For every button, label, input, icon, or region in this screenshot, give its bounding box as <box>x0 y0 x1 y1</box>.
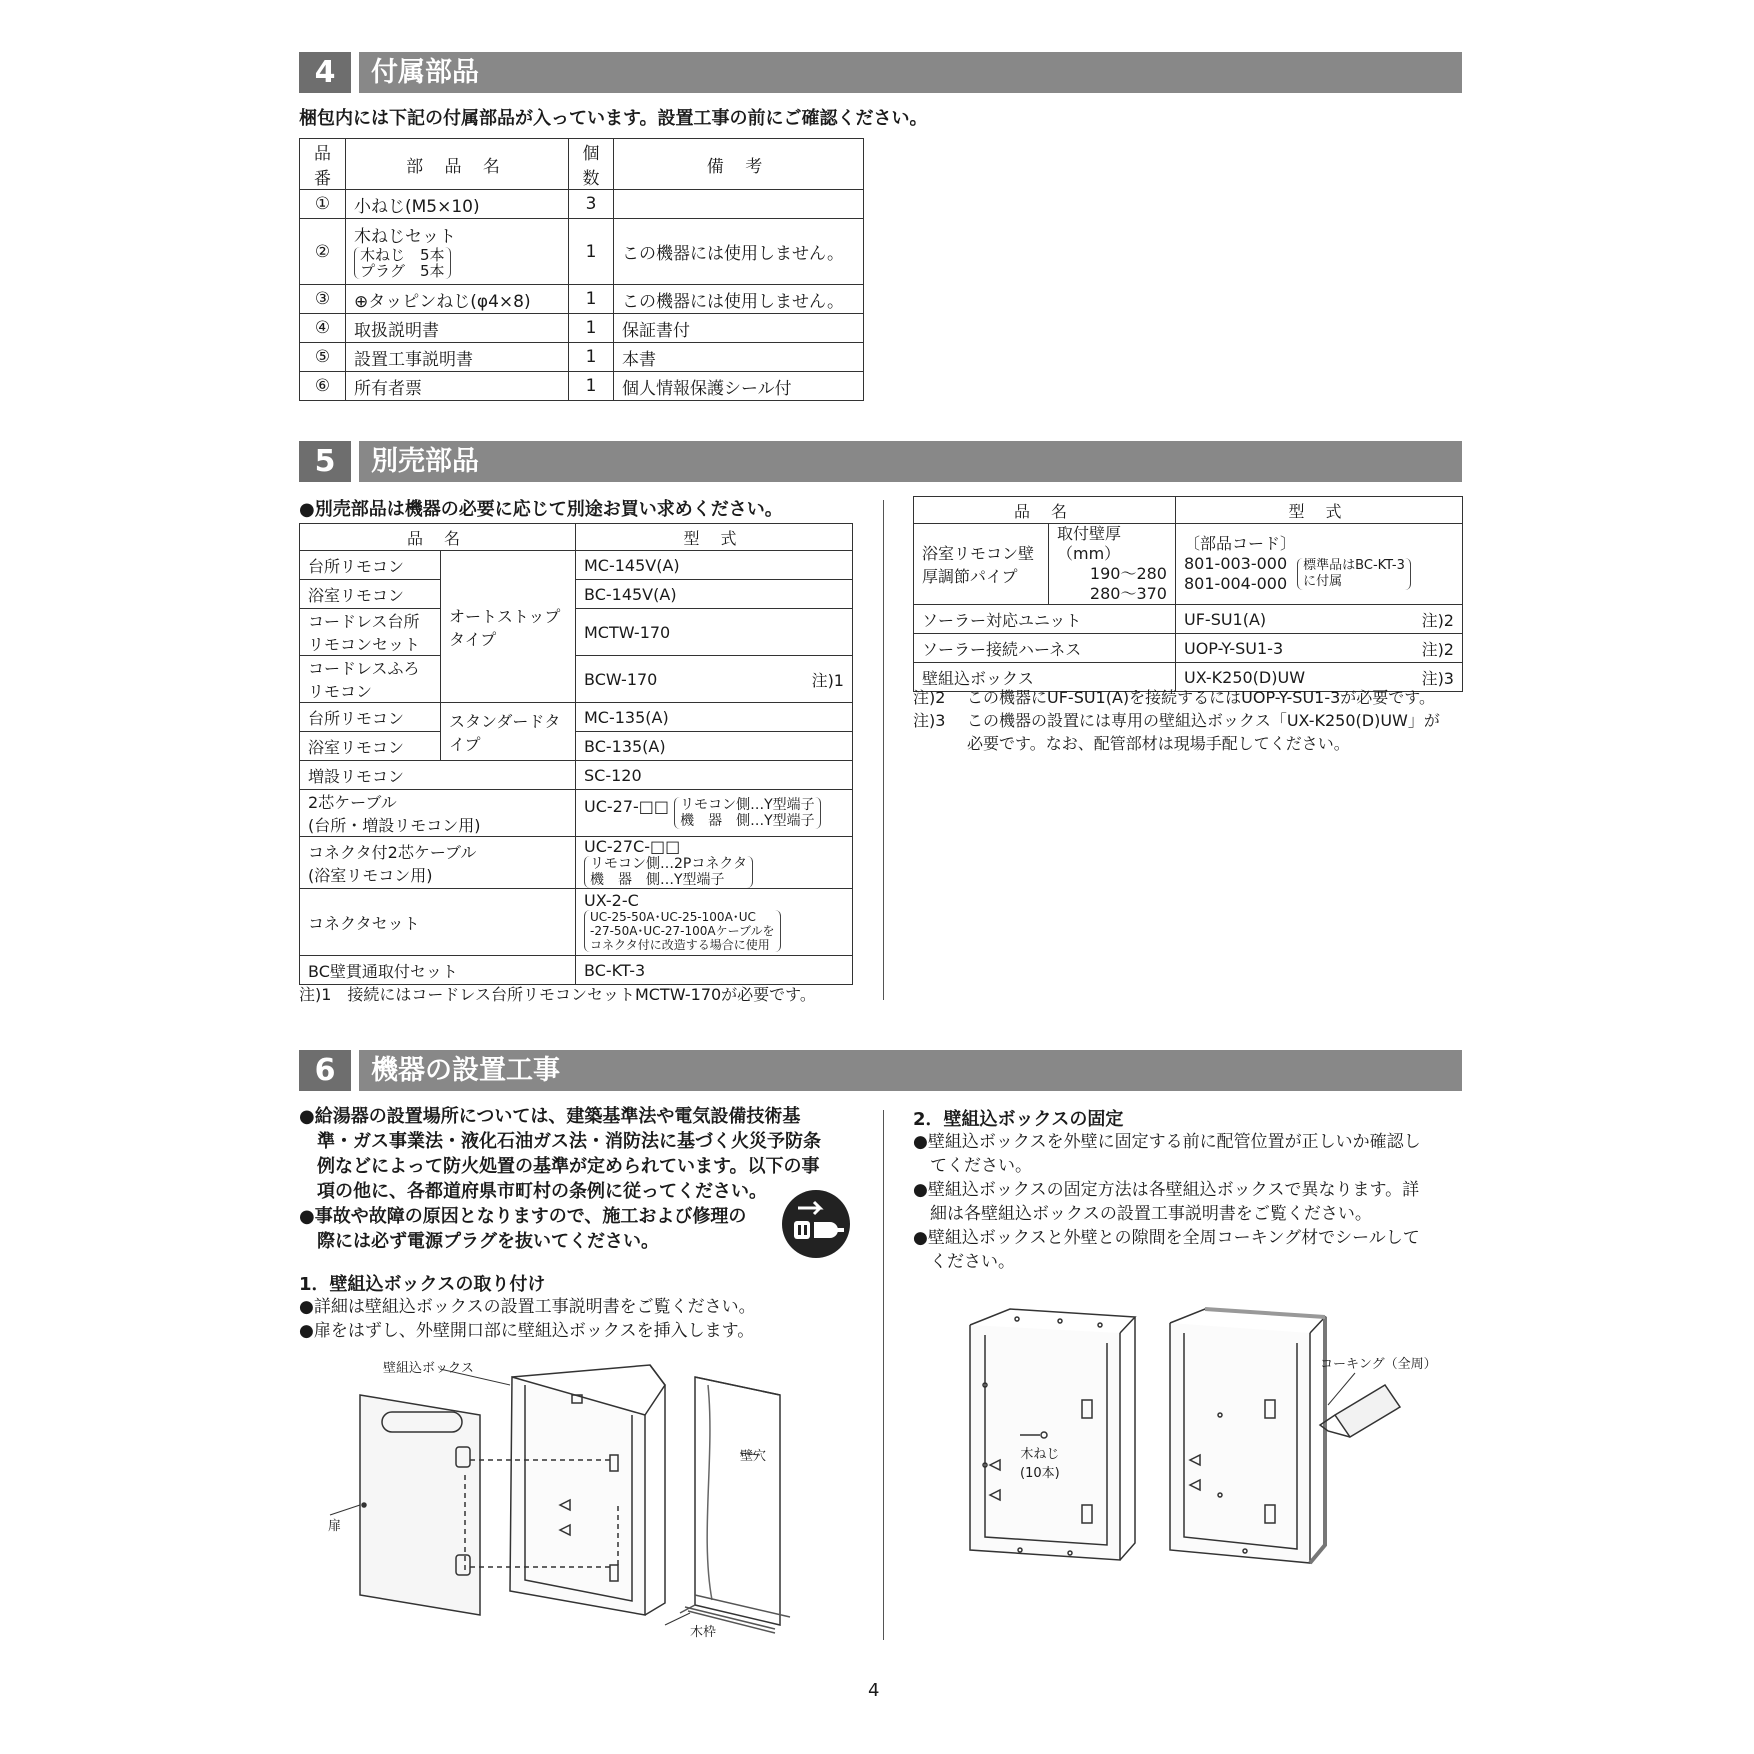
col-header: 部 品 名 <box>346 139 569 190</box>
door-label: 扉 <box>328 1519 342 1534</box>
section-6-header <box>299 1050 1462 1091</box>
box-fixing-diagram <box>960 1305 1450 1585</box>
page-number: 4 <box>868 1680 880 1701</box>
table-row: ④ 取扱説明書 1 保証書付 <box>300 314 864 343</box>
section-5-intro: ●別売部品は機器の必要に応じて別途お買い求めください。 <box>299 499 783 520</box>
table-row: ⑤ 設置工事説明書 1 本書 <box>300 343 864 372</box>
table-row: 浴室リモコン BC-145V(A) <box>300 580 853 609</box>
box-label: 壁組込ボックス <box>383 1361 474 1376</box>
column-divider <box>883 1110 884 1640</box>
table-row: 浴室リモコン壁厚調節パイプ 取付壁厚（mm） 190～280 280～370 〔部品コード〕 801-003-000 801-004-000 標準品はBC-KT-3 に付属 <box>914 524 1463 605</box>
table-row: ③ ⊕タッピンねじ(φ4×8) 1 この機器には使用しません。 <box>300 285 864 314</box>
section-4-intro: 梱包内には下記の付属部品が入っています。設置工事の前にご確認ください。 <box>299 108 928 129</box>
table-row: ① 小ねじ(M5×10) 3 <box>300 190 864 219</box>
table-row: 増設リモコン SC-120 <box>300 761 853 790</box>
table-row: 台所リモコン スタンダードタイプ MC-135(A) <box>300 703 853 732</box>
col-header: 品番 <box>300 139 346 190</box>
box-insertion-diagram <box>320 1355 820 1640</box>
accessory-parts-table <box>299 138 864 401</box>
table-row: 2芯ケーブル (台所・増設リモコン用) UC-27-□□ リモコン側…Y型端子 機 器 側…Y型端子 <box>300 790 853 837</box>
table-row: ソーラー対応ユニット UF-SU1(A) 注)2 <box>914 605 1463 634</box>
table-row: 壁組込ボックス UX-K250(D)UW 注)3 <box>914 663 1463 692</box>
unplug-warning-icon <box>780 1188 852 1260</box>
col-header: 品 名 <box>914 497 1176 524</box>
optional-parts-table <box>299 523 853 985</box>
col-header: 型 式 <box>576 524 853 551</box>
section-number: 4 <box>299 52 351 93</box>
footnotes-2-3: 注)2 この機器にUF-SU1(A)を接続するにはUOP-Y-SU1-3が必要です。 注)3 この機器の設置には専用の壁組込ボックス「UX-K250(D)UW」が 必要です。なお、配管部材は現場手配してください。 <box>913 688 1440 753</box>
frame-label: 木枠 <box>690 1625 717 1640</box>
col-header: 型 式 <box>1176 497 1463 524</box>
table-row: コネクタ付2芯ケーブル (浴室リモコン用) UC-27C-□□ リモコン側…2Pコネクタ 機 器 側…Y型端子 <box>300 837 853 889</box>
table-row: コネクタセット UX-2-C UC-25-50A･UC-25-100A･UC -27-50A･UC-27-100Aケーブルを コネクタ付に改造する場合に使用 <box>300 889 853 956</box>
table-row: 台所リモコン オートストップタイプ MC-145V(A) <box>300 551 853 580</box>
table-row: コードレス台所リモコンセット MCTW-170 <box>300 609 853 656</box>
section-number: 5 <box>299 441 351 482</box>
column-divider <box>883 500 884 1000</box>
section-title: 機器の設置工事 <box>371 1055 560 1086</box>
section-4-header <box>299 52 1462 93</box>
table-row: 浴室リモコン BC-135(A) <box>300 732 853 761</box>
table-row: BC壁貫通取付セット BC-KT-3 <box>300 956 853 985</box>
col-header: 品 名 <box>300 524 576 551</box>
optional-parts-table-right <box>913 496 1463 692</box>
table-row: ⑥ 所有者票 1 個人情報保護シール付 <box>300 372 864 401</box>
section-title: 付属部品 <box>371 57 479 88</box>
section-5-header <box>299 441 1462 482</box>
section-number: 6 <box>299 1050 351 1091</box>
col-header: 個数 <box>569 139 614 190</box>
footnote-1: 注)1 接続にはコードレス台所リモコンセットMCTW-170が必要です。 <box>299 985 816 1004</box>
step-1-title: 1．壁組込ボックスの取り付け <box>299 1274 546 1295</box>
caution-text: ●給湯器の設置場所については、建築基準法や電気設備技術基 準・ガス事業法・液化石油ガス法・消防法に基づく火災予防条 例などによって防火処置の基準が定められています。以下の事 項の他に、各都道府県市町村の条例に従ってください。 ●事故や故障の原因となりますので、施工および修理の 際には必ず電源プラグを抜いてください。 <box>299 1106 821 1252</box>
table-row: ソーラー接続ハーネス UOP-Y-SU1-3 注)2 <box>914 634 1463 663</box>
caulking-label: コーキング（全周） <box>1320 1357 1437 1372</box>
wood-screw-label: 木ねじ (10本) <box>1020 1447 1060 1481</box>
step-2-title: 2．壁組込ボックスの固定 <box>913 1109 1124 1130</box>
wall-hole-label: 壁穴 <box>740 1449 767 1464</box>
section-title: 別売部品 <box>371 446 479 477</box>
table-row: ② 木ねじセット 木ねじ 5本 プラグ 5本 1 この機器には使用しません。 <box>300 219 864 285</box>
col-header: 備 考 <box>614 139 864 190</box>
table-row: コードレスふろリモコン BCW-170 注)1 <box>300 656 853 703</box>
